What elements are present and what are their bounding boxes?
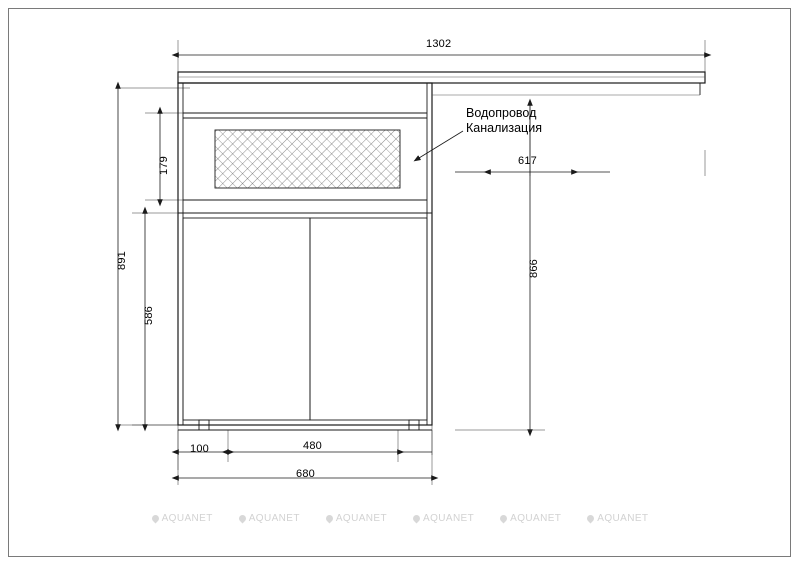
droplet-icon <box>499 513 509 523</box>
dim-cabinet-width: 680 <box>296 468 315 480</box>
watermark <box>413 513 474 524</box>
droplet-icon <box>324 513 334 523</box>
watermark-text: AQUANET <box>423 512 475 524</box>
watermark-row <box>0 508 800 528</box>
droplet-icon <box>237 513 247 523</box>
watermark <box>587 513 648 524</box>
watermark-text: AQUANET <box>597 512 649 524</box>
dim-countertop-right-span: 617 <box>518 155 537 167</box>
watermark <box>326 513 387 524</box>
droplet-icon <box>150 513 160 523</box>
dim-doors-width: 480 <box>303 440 322 452</box>
callout-line-sewerage: Канализация <box>466 121 542 135</box>
dim-door-height: 586 <box>143 306 155 325</box>
watermark-text: AQUANET <box>335 512 387 524</box>
dim-overall-width-top: 1302 <box>426 38 452 50</box>
dim-drawer-height: 179 <box>158 156 170 175</box>
callout-plumbing <box>466 106 542 136</box>
watermark-text: AQUANET <box>248 512 300 524</box>
dim-cabinet-total-height: 891 <box>116 251 128 270</box>
watermark <box>500 513 561 524</box>
droplet-icon <box>586 513 596 523</box>
watermark-text: AQUANET <box>161 512 213 524</box>
watermark <box>152 513 213 524</box>
watermark <box>239 513 300 524</box>
dim-right-side-height: 866 <box>528 259 540 278</box>
watermark-text: AQUANET <box>510 512 562 524</box>
dim-plinth-offset-left: 100 <box>190 443 209 455</box>
callout-line-water-supply: Водопровод <box>466 106 537 120</box>
droplet-icon <box>412 513 422 523</box>
